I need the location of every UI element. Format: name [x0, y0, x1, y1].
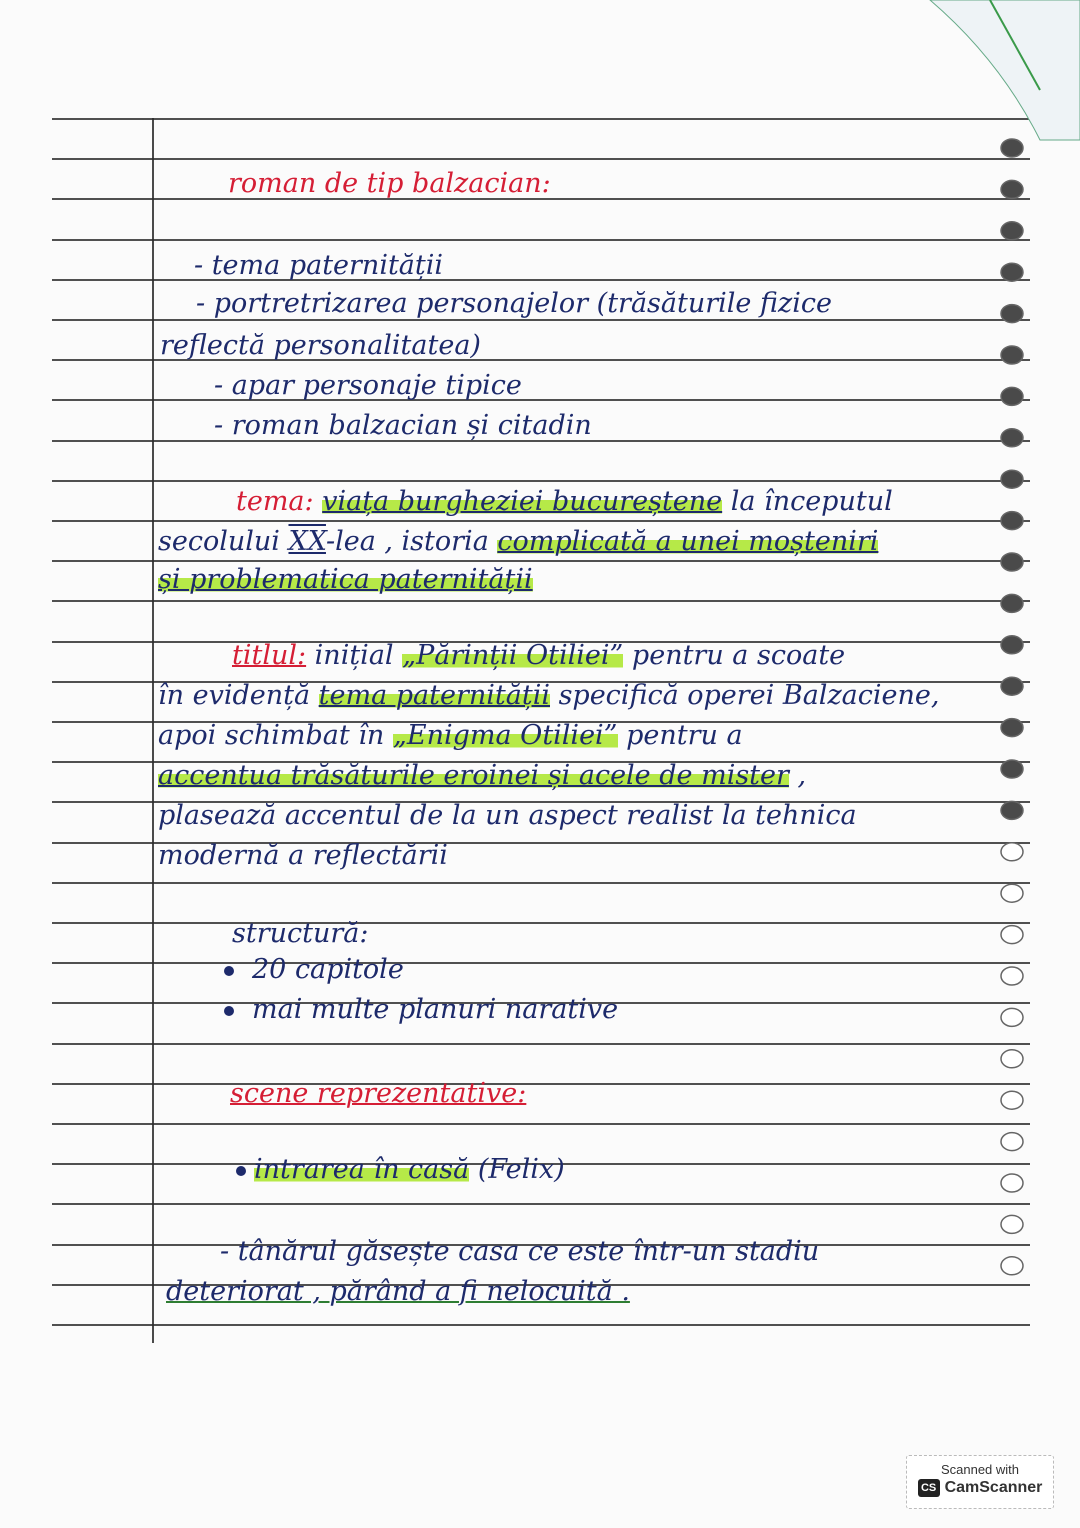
titlul-line-1 [232, 640, 845, 672]
spiral-hole-icon [1001, 429, 1023, 447]
titlul-line-3 [158, 720, 743, 752]
stamp-brand-text: CamScanner [944, 1479, 1043, 1496]
list-item: - apar personaje tipice [214, 370, 522, 401]
bullet-icon [236, 1166, 246, 1176]
text: pentru a [617, 720, 743, 751]
text: secolului [158, 526, 289, 557]
highlighted-text: tema paternității [318, 680, 550, 711]
text: pentru a scoate [623, 640, 846, 671]
ruled-line [52, 399, 1030, 401]
text: apoi schimbat în [158, 720, 393, 751]
spiral-hole-icon [1001, 387, 1023, 405]
spiral-hole-icon [1001, 843, 1023, 861]
spiral-hole-icon [1001, 884, 1023, 902]
highlighted-text: „Părinții Otiliei” [402, 640, 624, 671]
bullet-icon [224, 1006, 234, 1016]
spiral-hole-icon [1001, 1008, 1023, 1026]
scene-desc-2: deteriorat , părând a fi nelocuită . [166, 1276, 630, 1307]
highlighted-text: și problematica paternității [158, 564, 533, 595]
ruled-line [52, 922, 1030, 924]
ruled-line [52, 962, 1030, 964]
heading-roman-balzacian: roman de tip balzacian: [228, 168, 551, 199]
spiral-hole-icon [1001, 801, 1023, 819]
spiral-hole-icon [1001, 1050, 1023, 1068]
titlul-line-5: plasează accentul de la un aspect realist la tehnica [158, 800, 857, 831]
text: -lea , istoria [325, 526, 498, 557]
stamp-brand [907, 1479, 1053, 1497]
text: inițial [306, 640, 403, 671]
text: , [788, 760, 807, 791]
spiral-hole-icon [1001, 636, 1023, 654]
spiral-hole-icon [1001, 553, 1023, 571]
spiral-hole-icon [1001, 180, 1023, 198]
spiral-hole-icon [1001, 967, 1023, 985]
list-item: - tema paternității [194, 250, 444, 281]
spiral-hole-icon [1001, 222, 1023, 240]
spiral-hole-icon [1001, 1257, 1023, 1275]
titlul-line-2 [158, 680, 939, 712]
spiral-hole-icon [1001, 1091, 1023, 1109]
text: în evidență [158, 680, 319, 711]
highlighted-text: „Enigma Otiliei” [392, 720, 618, 751]
scene-item [254, 1154, 565, 1186]
camscanner-icon: CS [918, 1479, 940, 1497]
titlul-label: titlul: [232, 640, 307, 671]
ruled-line [52, 118, 1030, 120]
highlighted-text: accentua trăsăturile eroinei și acele de mister [158, 760, 789, 791]
structura-item: mai multe planuri narative [252, 994, 619, 1025]
ruled-line [52, 239, 1030, 241]
ruled-line [52, 158, 1030, 160]
list-item: - roman balzacian și citadin [214, 410, 592, 441]
text: specifică operei Balzaciene, [549, 680, 940, 711]
highlighted-text: viața burgheziei bucureștene [322, 486, 723, 517]
spiral-hole-icon [1001, 139, 1023, 157]
ruled-line [52, 1123, 1030, 1125]
scanner-watermark [906, 1455, 1054, 1509]
ruled-line [52, 1324, 1030, 1326]
list-item: - portretrizarea personajelor (trăsăturile fizice [196, 288, 832, 319]
titlul-line-6: modernă a reflectării [158, 840, 448, 871]
bullet-icon [224, 966, 234, 976]
titlul-line-4 [158, 760, 806, 792]
highlighted-text: complicată a unei moșteniri [497, 526, 879, 557]
ruled-line [52, 600, 1030, 602]
ruled-line [52, 520, 1030, 522]
ruled-line [52, 882, 1030, 884]
ruled-line [52, 1083, 1030, 1085]
spiral-hole-icon [1001, 1174, 1023, 1192]
tema-line-3 [158, 564, 533, 596]
spiral-hole-icon [1001, 677, 1023, 695]
ruled-line [52, 560, 1030, 562]
scene-label: scene reprezentative: [230, 1078, 527, 1109]
structura-item: 20 capitole [252, 954, 404, 985]
ruled-line [52, 1043, 1030, 1045]
tema-label: tema: [236, 486, 314, 517]
spiral-hole-icon [1001, 346, 1023, 364]
ruled-line [52, 1203, 1030, 1205]
spiral-hole-icon [1001, 926, 1023, 944]
spiral-hole-icon [1001, 594, 1023, 612]
text: (Felix) [469, 1154, 565, 1185]
margin-line [152, 118, 154, 1343]
spiral-hole-icon [1001, 1133, 1023, 1151]
highlighted-text: intrarea în casă [254, 1154, 470, 1185]
spiral-hole-icon [1001, 1215, 1023, 1233]
scene-desc-1: - tânărul găsește casa ce este într-un stadiu [220, 1236, 820, 1267]
roman-numeral: XX [288, 526, 326, 557]
tema-line-2 [158, 526, 878, 558]
stamp-line1: Scanned with [940, 1462, 1020, 1477]
structura-label: structură: [232, 918, 369, 949]
list-item: reflectă personalitatea) [160, 330, 481, 361]
tema-line-1 [236, 486, 893, 518]
ruled-line [52, 480, 1030, 482]
text: la începutul [722, 486, 893, 517]
